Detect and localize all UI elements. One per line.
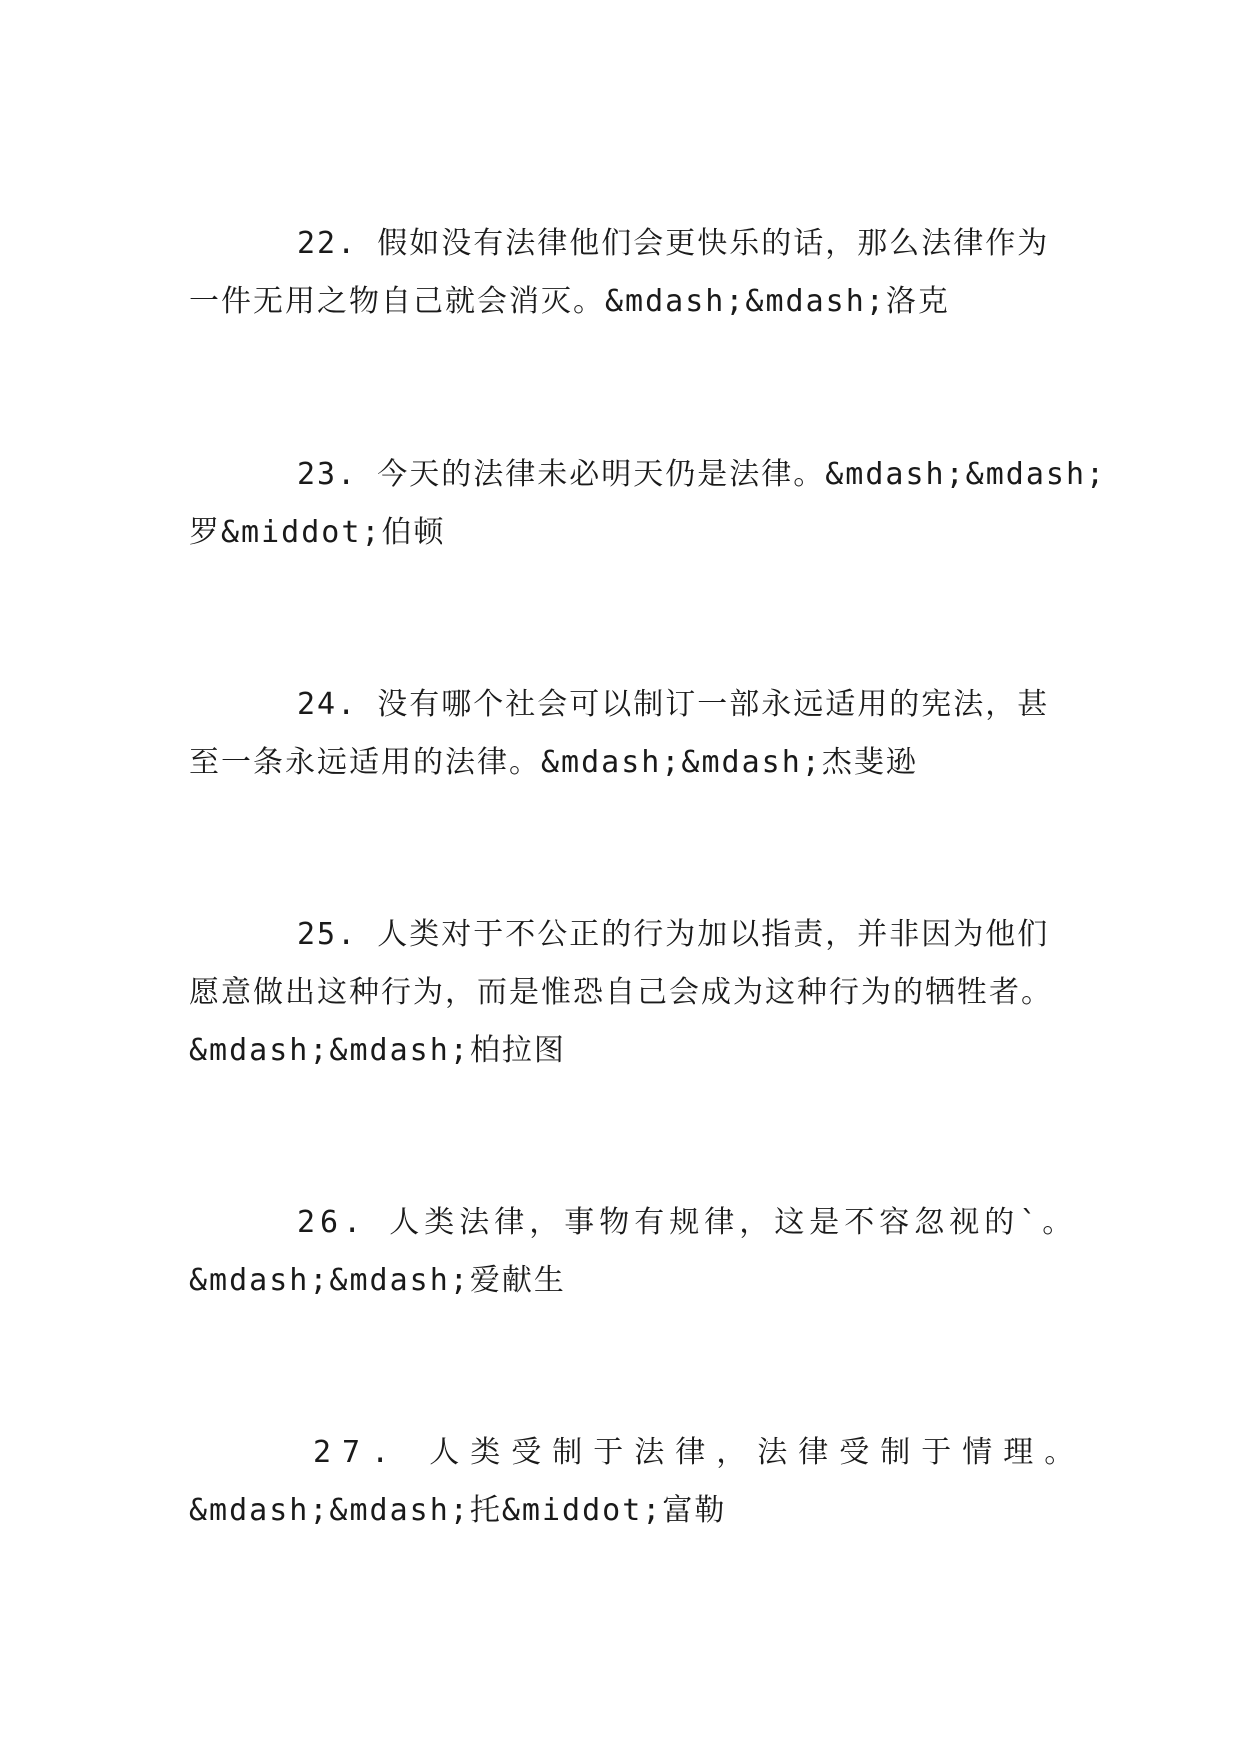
quote-22-line-2: 一件无用之物自己就会消灭。&mdash;&mdash;洛克 xyxy=(189,284,950,319)
quote-24-line-2: 至一条永远适用的法律。&mdash;&mdash;杰斐逊 xyxy=(189,745,918,780)
quote-25-line-1: 25. 人类对于不公正的行为加以指责，并非因为他们 xyxy=(297,917,1050,952)
quote-25-line-3: &mdash;&mdash;柏拉图 xyxy=(189,1033,566,1068)
quote-27 xyxy=(189,1424,1086,1540)
quote-27-line-2: &mdash;&mdash;托&middot;富勒 xyxy=(189,1493,727,1528)
quote-27-line-1: 27. 人类受制于法律，法律受制于情理。 xyxy=(313,1435,1086,1470)
quote-23 xyxy=(189,446,1107,562)
quote-23-line-1: 23. 今天的法律未必明天仍是法律。&mdash;&mdash; xyxy=(297,457,1107,492)
quote-23-line-2: 罗&middot;伯顿 xyxy=(189,515,446,550)
quote-26-line-2: &mdash;&mdash;爱献生 xyxy=(189,1263,566,1298)
quote-24-line-1: 24. 没有哪个社会可以制订一部永远适用的宪法，甚 xyxy=(297,687,1050,722)
quote-24 xyxy=(189,676,1059,792)
quote-22-line-1: 22. 假如没有法律他们会更快乐的话，那么法律作为 xyxy=(297,226,1050,261)
quote-25-line-2: 愿意做出这种行为，而是惟恐自己会成为这种行为的牺牲者。 xyxy=(189,975,1053,1010)
quote-26-line-1: 26. 人类法律，事物有规律，这是不容忽视的`。 xyxy=(297,1205,1078,1240)
quote-22 xyxy=(189,215,1059,331)
quote-25 xyxy=(189,906,1059,1080)
quote-26 xyxy=(189,1194,1078,1310)
